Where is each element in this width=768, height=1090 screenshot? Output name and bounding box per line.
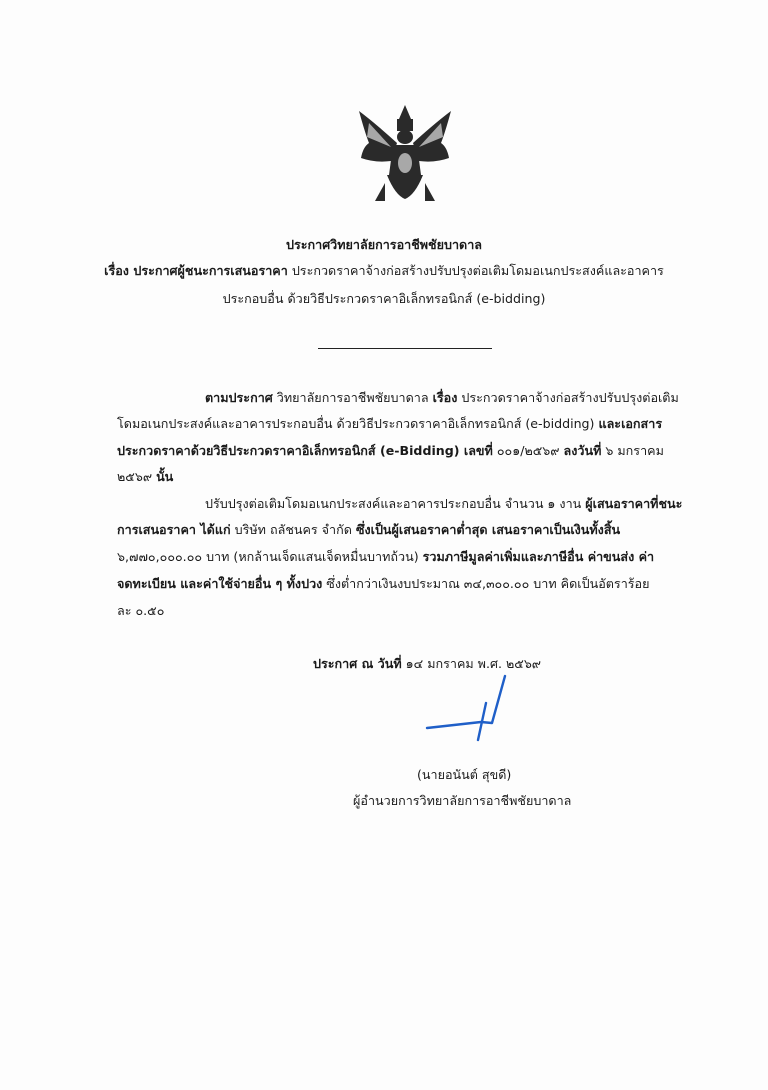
signer-title: ผู้อำนวยการวิทยาลัยการอาชีพชัยบาดาล xyxy=(353,793,572,808)
text-line xyxy=(117,521,620,539)
text-segment: ผู้เสนอราคาที่ชนะ xyxy=(585,496,683,511)
text-segment: ตามประกาศ xyxy=(205,390,273,405)
text-line xyxy=(0,290,768,308)
text-segment: ๑๔ มกราคม พ.ศ. ๒๕๖๙ xyxy=(401,656,542,671)
text-segment: เรื่อง ประกาศผู้ชนะการเสนอราคา xyxy=(104,263,288,278)
text-segment: รวมภาษีมูลค่าเพิ่มและภาษีอื่น ค่าขนส่ง ค่า xyxy=(422,549,655,564)
text-segment: เรื่อง xyxy=(432,390,458,405)
announcement-date xyxy=(313,655,541,673)
text-line xyxy=(117,575,649,593)
text-segment: จดทะเบียน และค่าใช้จ่ายอื่น ๆ ทั้งปวง xyxy=(117,576,323,591)
text-line xyxy=(117,468,173,486)
text-segment: ประกาศ ณ วันที่ xyxy=(313,656,402,671)
text-line xyxy=(0,262,768,280)
garuda-emblem-icon xyxy=(355,103,455,208)
text-line xyxy=(117,442,664,460)
text-segment: ประกวดราคาจ้างก่อสร้างปรับปรุงต่อเติม xyxy=(457,390,679,405)
text-line xyxy=(0,236,768,254)
text-line xyxy=(205,389,679,407)
text-segment: ๐๐๑/๒๕๖๙ xyxy=(492,443,564,458)
text-segment: การเสนอราคา ได้แก่ xyxy=(117,522,231,537)
text-segment: ลงวันที่ xyxy=(563,443,602,458)
signer-name: (นายอนันต์ สุขดี) xyxy=(417,767,512,782)
text-segment: ซึ่งเป็นผู้เสนอราคาต่ำสุด เสนอราคาเป็นเงินทั้งสิ้น xyxy=(355,522,621,537)
text-segment: ประกาศวิทยาลัยการอาชีพชัยบาดาล xyxy=(285,237,483,252)
text-segment: ๖ มกราคม xyxy=(601,443,664,458)
text-segment: ประกวดราคาจ้างก่อสร้างปรับปรุงต่อเติมโดมอเนกประสงค์และอาคาร xyxy=(287,263,664,278)
text-line xyxy=(205,495,682,513)
text-segment: ประกอบอื่น ด้วยวิธีประกวดราคาอิเล็กทรอนิกส์ (e-bidding) xyxy=(222,291,546,306)
text-segment: นั้น xyxy=(156,469,174,484)
text-segment: ๒๕๖๙ xyxy=(117,469,157,484)
text-segment: วิทยาลัยการอาชีพชัยบาดาล xyxy=(272,390,433,405)
text-segment: ประกวดราคาด้วยวิธีประกวดราคาอิเล็กทรอนิกส์ (e-Bidding) เลขที่ xyxy=(117,443,493,458)
text-segment: ซึ่งต่ำกว่าเงินงบประมาณ ๓๔,๓๐๐.๐๐ บาท คิดเป็นอัตราร้อย xyxy=(322,576,650,591)
text-segment: โดมอเนกประสงค์และอาคารประกอบอื่น ด้วยวิธีประกวดราคาอิเล็กทรอนิกส์ (e-bidding) xyxy=(117,416,599,431)
text-line xyxy=(117,415,662,433)
text-segment: ๖,๗๗๐,๐๐๐.๐๐ บาท (หกล้านเจ็ดแสนเจ็ดหมื่นบาทถ้วน) xyxy=(117,549,423,564)
heading-divider xyxy=(318,348,492,349)
text-segment: ละ ๐.๕๐ xyxy=(117,603,165,618)
text-segment: และเอกสาร xyxy=(598,416,663,431)
text-segment: บริษัท ถลัชนคร จำกัด xyxy=(230,522,356,537)
text-line xyxy=(117,548,654,566)
text-segment: ปรับปรุงต่อเติมโดมอเนกประสงค์และอาคารประกอบอื่น จำนวน ๑ งาน xyxy=(205,496,586,511)
text-line xyxy=(117,602,164,620)
